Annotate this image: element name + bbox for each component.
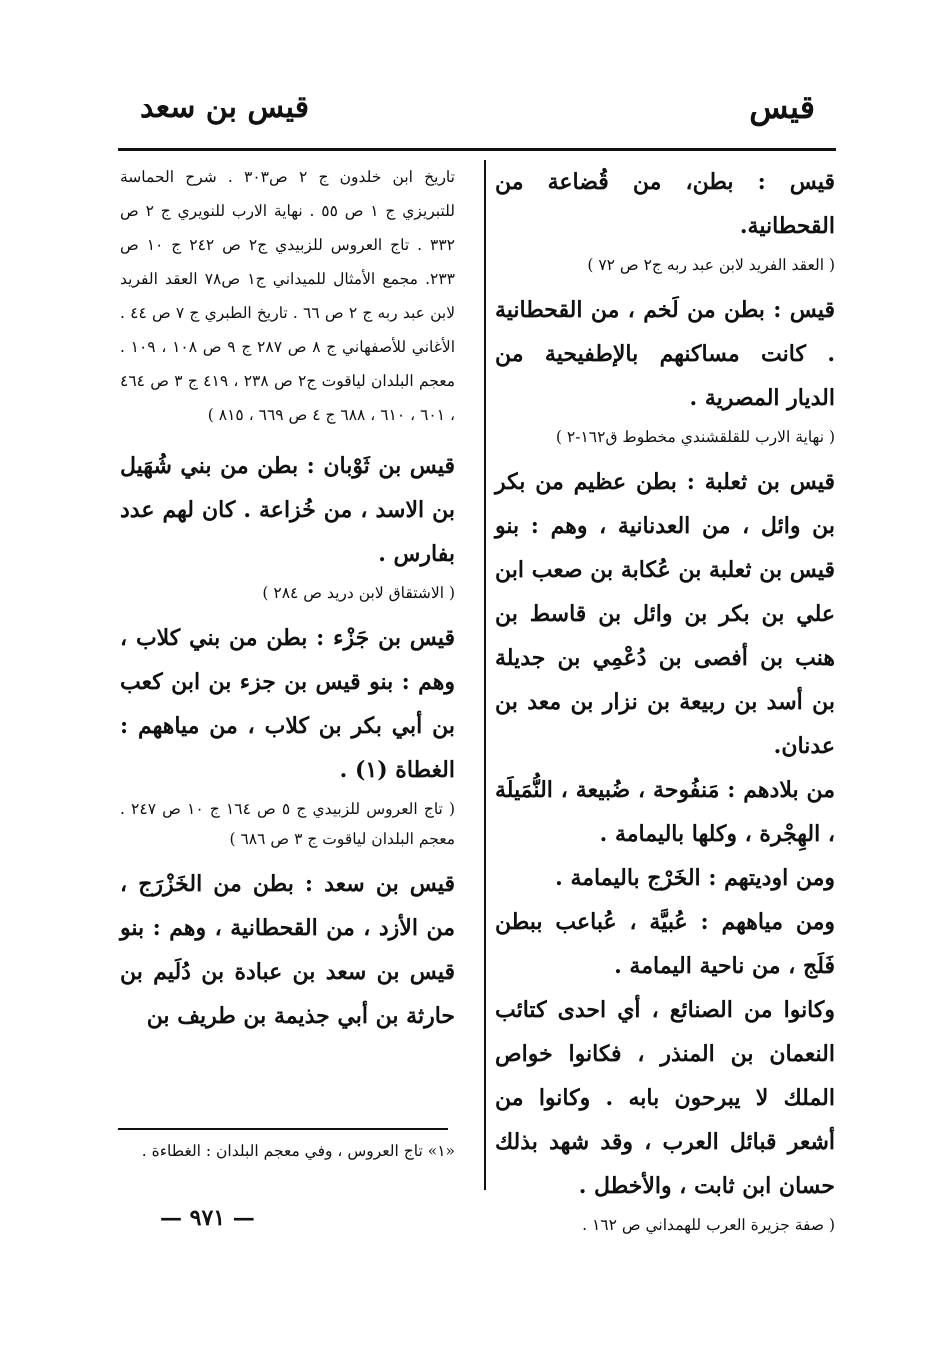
header-rule: [118, 148, 836, 151]
entry-qays-lakhm: قيس : بطن من لَخم ، من القحطانية . كانت مساكنهم بالإطفيحية من الديار المصرية .: [495, 297, 835, 411]
footnote-rule: [118, 1128, 448, 1130]
entry-qays-qudaa: قيس : بطن، من قُضاعة من القحطانية.: [495, 169, 835, 239]
column-divider: [484, 160, 486, 1190]
running-head-left: قيس بن سعد: [140, 90, 310, 125]
entry-qays-saad: قيس بن سعد : بطن من الخَزْرَج ، من الأزد ، من القحطانية ، وهم : بنو قيس بن سعد بن عبادة بن دُلَيم بن حارثة بن أبي جذيمة بن طريف بن: [120, 871, 455, 1029]
footnote: «١» تاج العروس ، وفي معجم البلدان : الغطاءة .: [141, 1142, 455, 1160]
entry-qays-lakhm-ref: ( نهاية الارب للقلقشندي مخطوط ق١٦٢-٢ ): [555, 428, 835, 446]
entry-qays-jaz: قيس بن جَزْء : بطن من بني كلاب ، وهم : بنو قيس بن جزء بن ابن كعب بن أبي بكر بن كلاب ، من مياههم : الغطاة (١) .: [120, 625, 455, 783]
entry-qays-thaalaba-valleys: ومن اوديتهم : الخَرْج باليمامة .: [555, 865, 835, 891]
entry-qays-qudaa-ref: ( العقد الفريد لابن عبد ربه ج٢ ص ٧٢ ): [587, 256, 835, 274]
continued-references: تاريخ ابن خلدون ج ٢ ص٣٠٣ . شرح الحماسة للتبريزي ج ١ ص ٥٥ . نهاية الارب للنويري ج ٢ ص ٣٣٢ . تاج العروس للزبيدي ج٢ ص ٢٤٢ ج ١٠ ص ٢٣٣. مجمع الأمثال للميداني ج١ ص٧٨ العقد الفريد لابن عبد ربه ج ٢ ص ٦٦ . تاريخ الطبري ج ٧ ص ٤٤ . الأغاني للأصفهاني ج ٨ ص ٢٨٧ ج ٩ ص ١٠٨ ، ١٠٩ . معجم البلدان لياقوت ج٢ ص ٢٣٨ ، ٤١٩ ج ٣ ص ٤٦٤ ، ٦٠١ ، ٦١٠ ، ٦٨٨ ج ٤ ص ٦٦٩ ، ٨١٥ ): [120, 168, 456, 424]
page-number: — ٩٧١ —: [160, 1205, 255, 1231]
entry-qays-thawban: قيس بن ثَوْبان : بطن من بني شُهَيل بن الاسد ، من خُزاعة . كان لهم عدد بفارس .: [120, 453, 455, 567]
entry-qays-thaalaba-waters: ومن مياههم : عُبيَّة ، عُباعب ببطن فَلَج ، من ناحية اليمامة .: [495, 909, 835, 979]
left-column: [120, 160, 455, 1038]
entry-qays-thawban-ref: ( الاشتقاق لابن دريد ص ٢٨٤ ): [262, 584, 455, 602]
entry-qays-thaalaba-crafts: وكانوا من الصنائع ، أي احدى كتائب النعمان بن المنذر ، فكانوا خواص الملك لا يبرحون بابه . وكانوا من أشعر قبائل العرب ، وقد شهد بذلك حسان ابن ثابت ، والأخطل .: [495, 997, 835, 1199]
right-column: [495, 160, 835, 1248]
running-head-right: قيس: [749, 88, 815, 126]
entry-qays-thaalaba-ref: ( صفة جزيرة العرب للهمداني ص ١٦٢ .: [582, 1216, 835, 1234]
entry-qays-jaz-ref: ( تاج العروس للزبيدي ج ٥ ص ١٦٤ ج ١٠ ص ٢٤٧ . معجم البلدان لياقوت ج ٣ ص ٦٨٦ ): [120, 800, 456, 848]
entry-qays-thaalaba: قيس بن ثعلبة : بطن عظيم من بكر بن وائل ، من العدنانية ، وهم : بنو قيس بن ثعلبة بن عُكابة بن صعب ابن علي بن بكر بن وائل بن قاسط بن هنب بن أفصى بن دُعْمِي بن جديلة بن أسد بن ربيعة بن نزار بن معد بن عدنان.: [495, 469, 835, 759]
entry-qays-thaalaba-lands: من بلادهم : مَنفُوحة ، ضُبيعة ، النُّمَيلَة ، الهِجْرة ، وكلها باليمامة .: [495, 777, 835, 847]
